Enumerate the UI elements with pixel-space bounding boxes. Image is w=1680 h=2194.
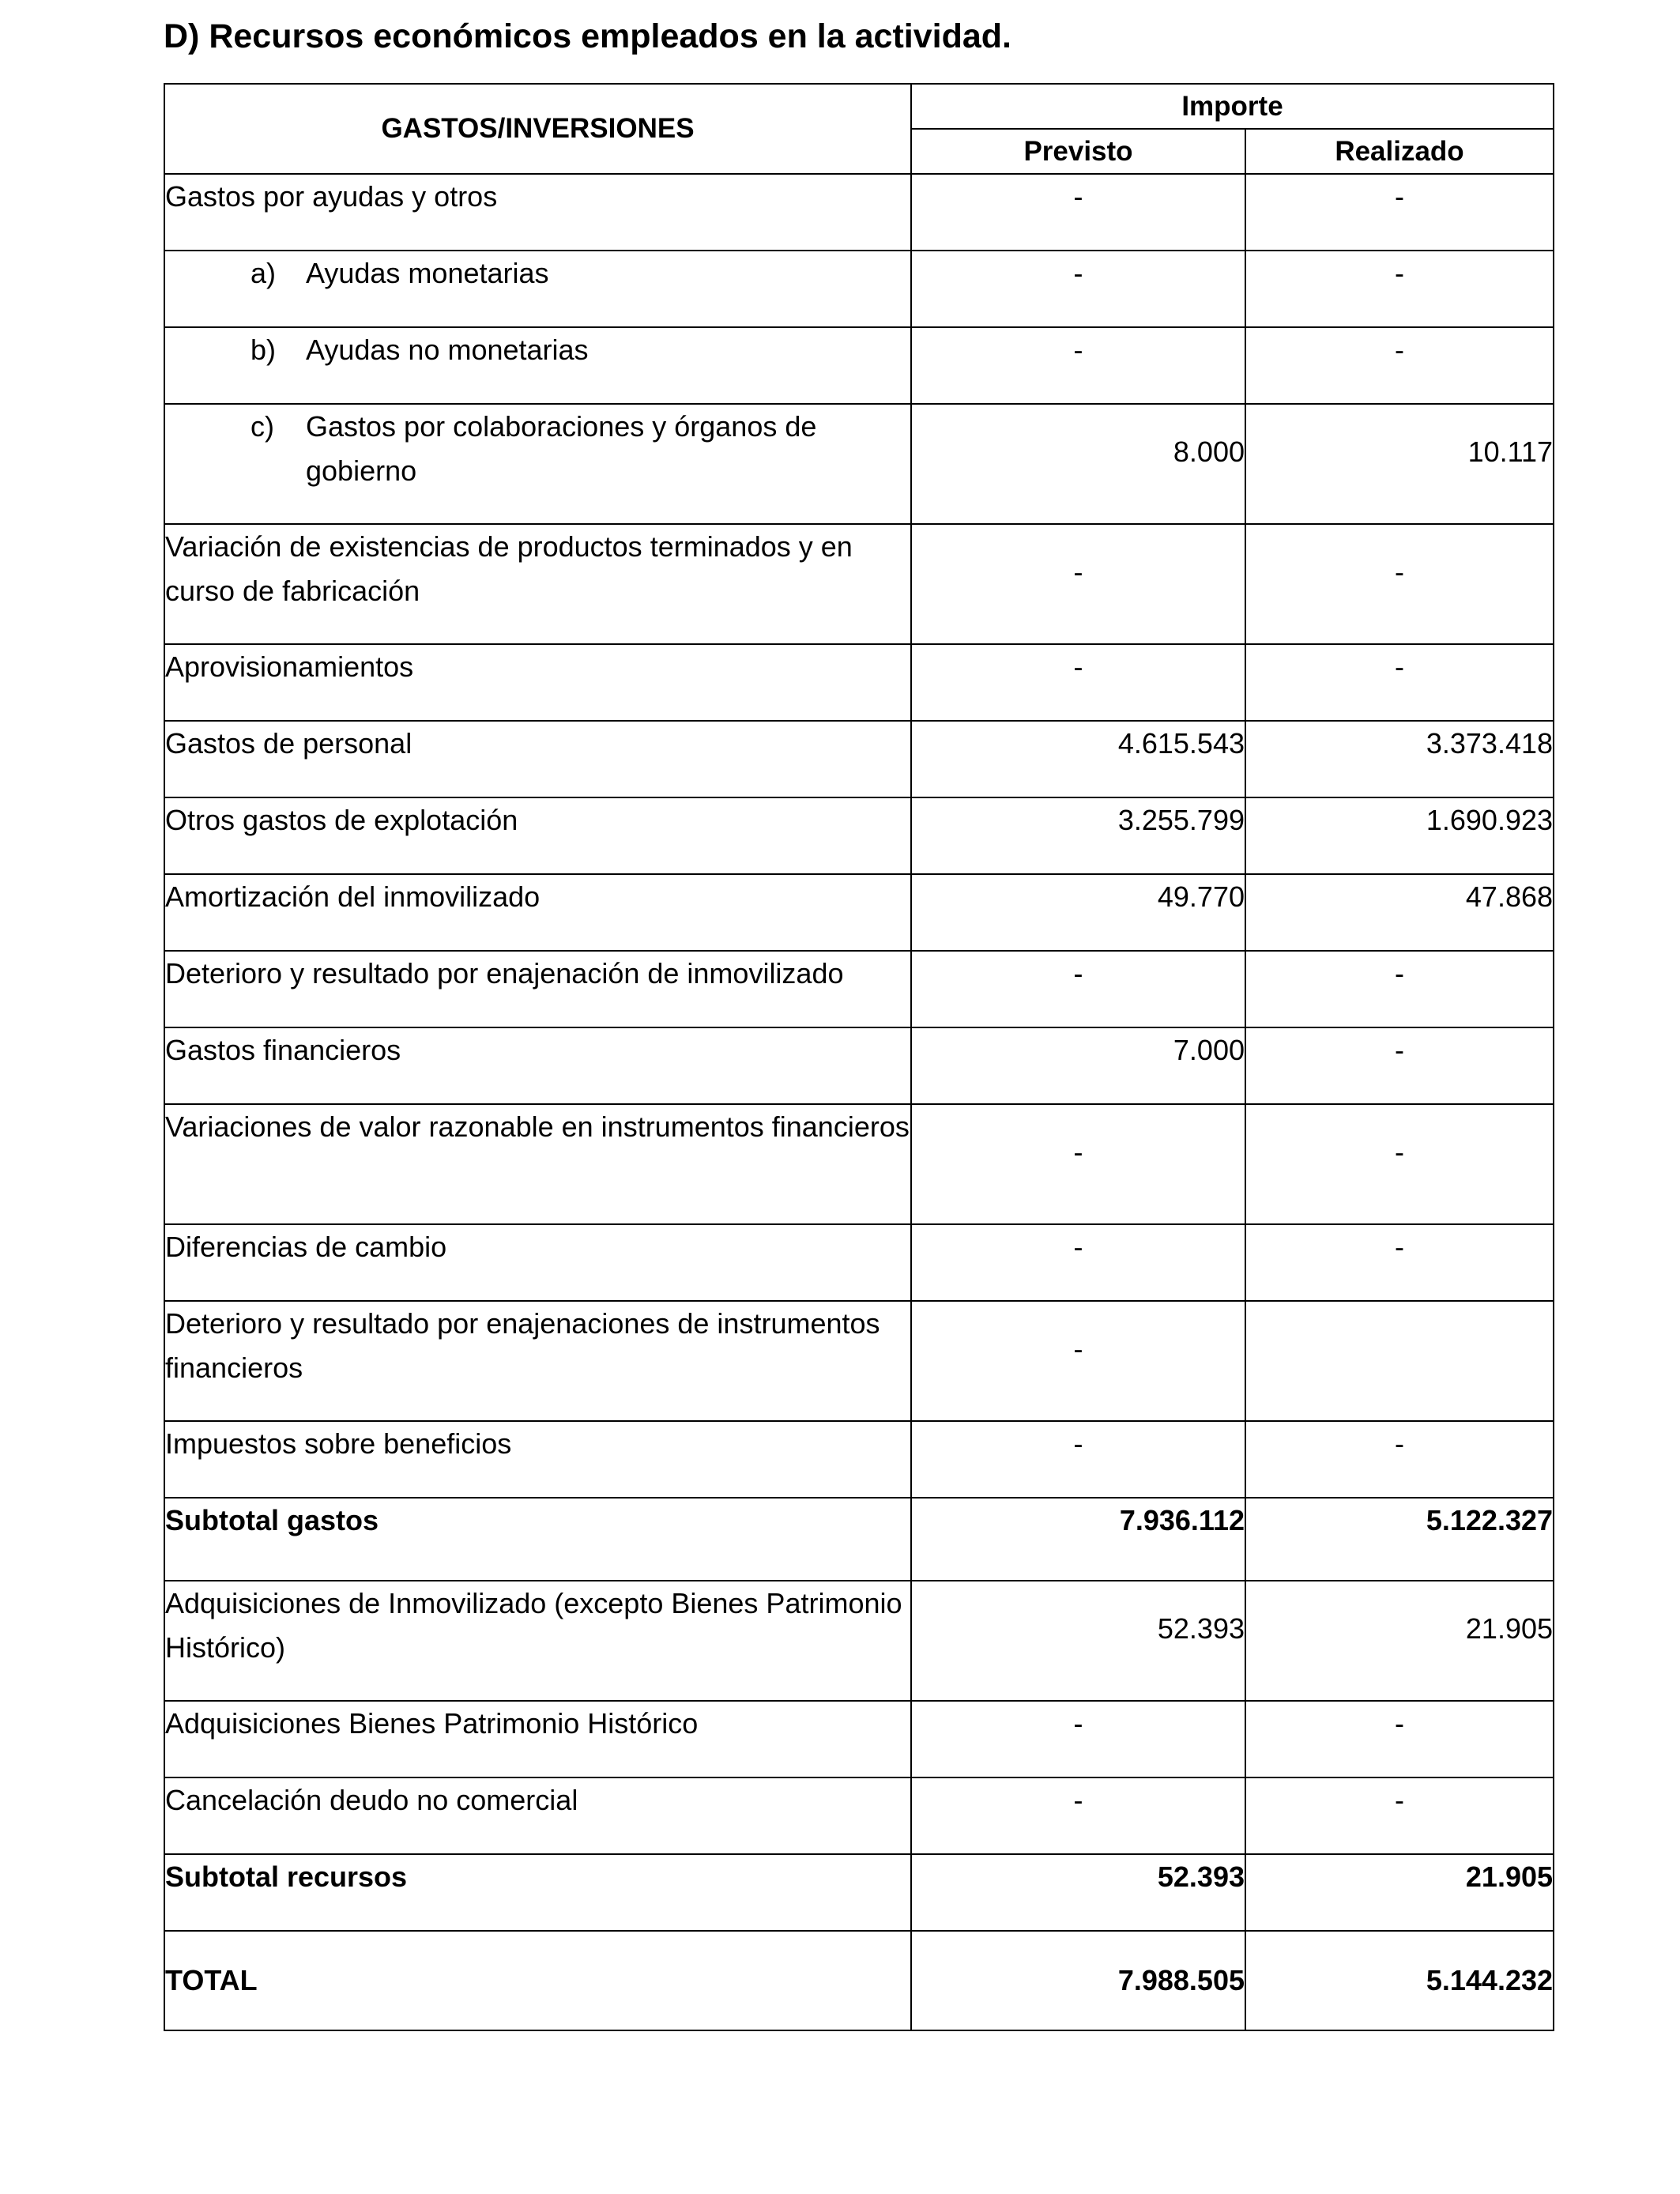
row-label: Aprovisionamientos <box>164 644 911 721</box>
row-actual: - <box>1245 1224 1554 1301</box>
row-label-text: Gastos por colaboraciones y órganos de gobierno <box>306 410 817 487</box>
header-previsto: Previsto <box>911 129 1245 174</box>
row-label: Impuestos sobre beneficios <box>164 1421 911 1498</box>
row-actual: 3.373.418 <box>1245 721 1554 797</box>
row-actual: - <box>1245 1104 1554 1224</box>
row-label: Subtotal recursos <box>164 1854 911 1931</box>
table-row <box>164 1421 1554 1498</box>
row-actual: 10.117 <box>1245 404 1554 524</box>
subtotal-row <box>164 1854 1554 1931</box>
table-row <box>164 1581 1554 1701</box>
table-row <box>164 1701 1554 1777</box>
table-row <box>164 951 1554 1027</box>
row-planned: 7.000 <box>911 1027 1245 1104</box>
row-actual: 21.905 <box>1245 1581 1554 1701</box>
row-actual: - <box>1245 1421 1554 1498</box>
row-planned: - <box>911 1301 1245 1421</box>
row-actual: 47.868 <box>1245 874 1554 951</box>
table-row <box>164 251 1554 327</box>
row-label-text: Ayudas no monetarias <box>306 334 589 366</box>
row-actual: - <box>1245 1027 1554 1104</box>
resources-table <box>164 83 1554 2031</box>
row-label: TOTAL <box>164 1931 911 2030</box>
table-row <box>164 524 1554 644</box>
row-actual: - <box>1245 644 1554 721</box>
row-planned: 7.936.112 <box>911 1498 1245 1581</box>
row-label: Adquisiciones de Inmovilizado (excepto Bienes Patrimonio Histórico) <box>164 1581 911 1701</box>
row-actual: - <box>1245 524 1554 644</box>
row-label: Deterioro y resultado por enajenación de inmovilizado <box>164 951 911 1027</box>
row-label: Gastos financieros <box>164 1027 911 1104</box>
row-label: Variaciones de valor razonable en instrumentos financieros <box>164 1104 911 1224</box>
row-label: Variación de existencias de productos terminados y en curso de fabricación <box>164 524 911 644</box>
row-planned: - <box>911 251 1245 327</box>
table-row <box>164 1777 1554 1854</box>
row-planned: - <box>911 524 1245 644</box>
row-planned: - <box>911 1701 1245 1777</box>
row-planned: 4.615.543 <box>911 721 1245 797</box>
row-label <box>164 251 911 327</box>
row-actual: - <box>1245 327 1554 404</box>
row-planned: - <box>911 644 1245 721</box>
row-letter: b) <box>250 334 277 366</box>
row-planned: 49.770 <box>911 874 1245 951</box>
header-gastos-inversiones: GASTOS/INVERSIONES <box>164 84 911 174</box>
row-actual: 1.690.923 <box>1245 797 1554 874</box>
table-row <box>164 797 1554 874</box>
row-actual: 21.905 <box>1245 1854 1554 1931</box>
row-label: Otros gastos de explotación <box>164 797 911 874</box>
row-label: Cancelación deudo no comercial <box>164 1777 911 1854</box>
row-label: Gastos por ayudas y otros <box>164 174 911 251</box>
table-row <box>164 721 1554 797</box>
row-label-text: Ayudas monetarias <box>306 257 549 289</box>
row-actual: - <box>1245 1777 1554 1854</box>
row-label: Adquisiciones Bienes Patrimonio Histórico <box>164 1701 911 1777</box>
row-label: Subtotal gastos <box>164 1498 911 1581</box>
row-label: Deterioro y resultado por enajenaciones de instrumentos financieros <box>164 1301 911 1421</box>
header-realizado: Realizado <box>1245 129 1554 174</box>
table-row <box>164 874 1554 951</box>
row-actual: - <box>1245 174 1554 251</box>
row-letter: c) <box>250 410 274 443</box>
row-label <box>164 404 911 524</box>
row-actual: - <box>1245 251 1554 327</box>
row-actual: 5.122.327 <box>1245 1498 1554 1581</box>
row-actual: - <box>1245 1701 1554 1777</box>
row-label: Amortización del inmovilizado <box>164 874 911 951</box>
row-planned: 7.988.505 <box>911 1931 1245 2030</box>
header-importe: Importe <box>911 84 1554 129</box>
table-row <box>164 1027 1554 1104</box>
table-row <box>164 404 1554 524</box>
row-planned: 8.000 <box>911 404 1245 524</box>
row-planned: - <box>911 1224 1245 1301</box>
row-planned: - <box>911 1421 1245 1498</box>
row-label: Gastos de personal <box>164 721 911 797</box>
table-row <box>164 1301 1554 1421</box>
row-actual <box>1245 1301 1554 1421</box>
table-row <box>164 644 1554 721</box>
table-row <box>164 174 1554 251</box>
row-planned: - <box>911 174 1245 251</box>
table-row <box>164 327 1554 404</box>
row-label <box>164 327 911 404</box>
table-row <box>164 1104 1554 1224</box>
row-actual: - <box>1245 951 1554 1027</box>
row-planned: 52.393 <box>911 1854 1245 1931</box>
row-planned: - <box>911 951 1245 1027</box>
subtotal-row <box>164 1498 1554 1581</box>
row-planned: - <box>911 327 1245 404</box>
section-title: D) Recursos económicos empleados en la actividad. <box>164 17 1011 55</box>
table-row <box>164 1224 1554 1301</box>
row-planned: 52.393 <box>911 1581 1245 1701</box>
row-planned: - <box>911 1777 1245 1854</box>
row-letter: a) <box>250 257 277 289</box>
row-planned: 3.255.799 <box>911 797 1245 874</box>
row-actual: 5.144.232 <box>1245 1931 1554 2030</box>
total-row <box>164 1931 1554 2030</box>
row-planned: - <box>911 1104 1245 1224</box>
row-label: Diferencias de cambio <box>164 1224 911 1301</box>
